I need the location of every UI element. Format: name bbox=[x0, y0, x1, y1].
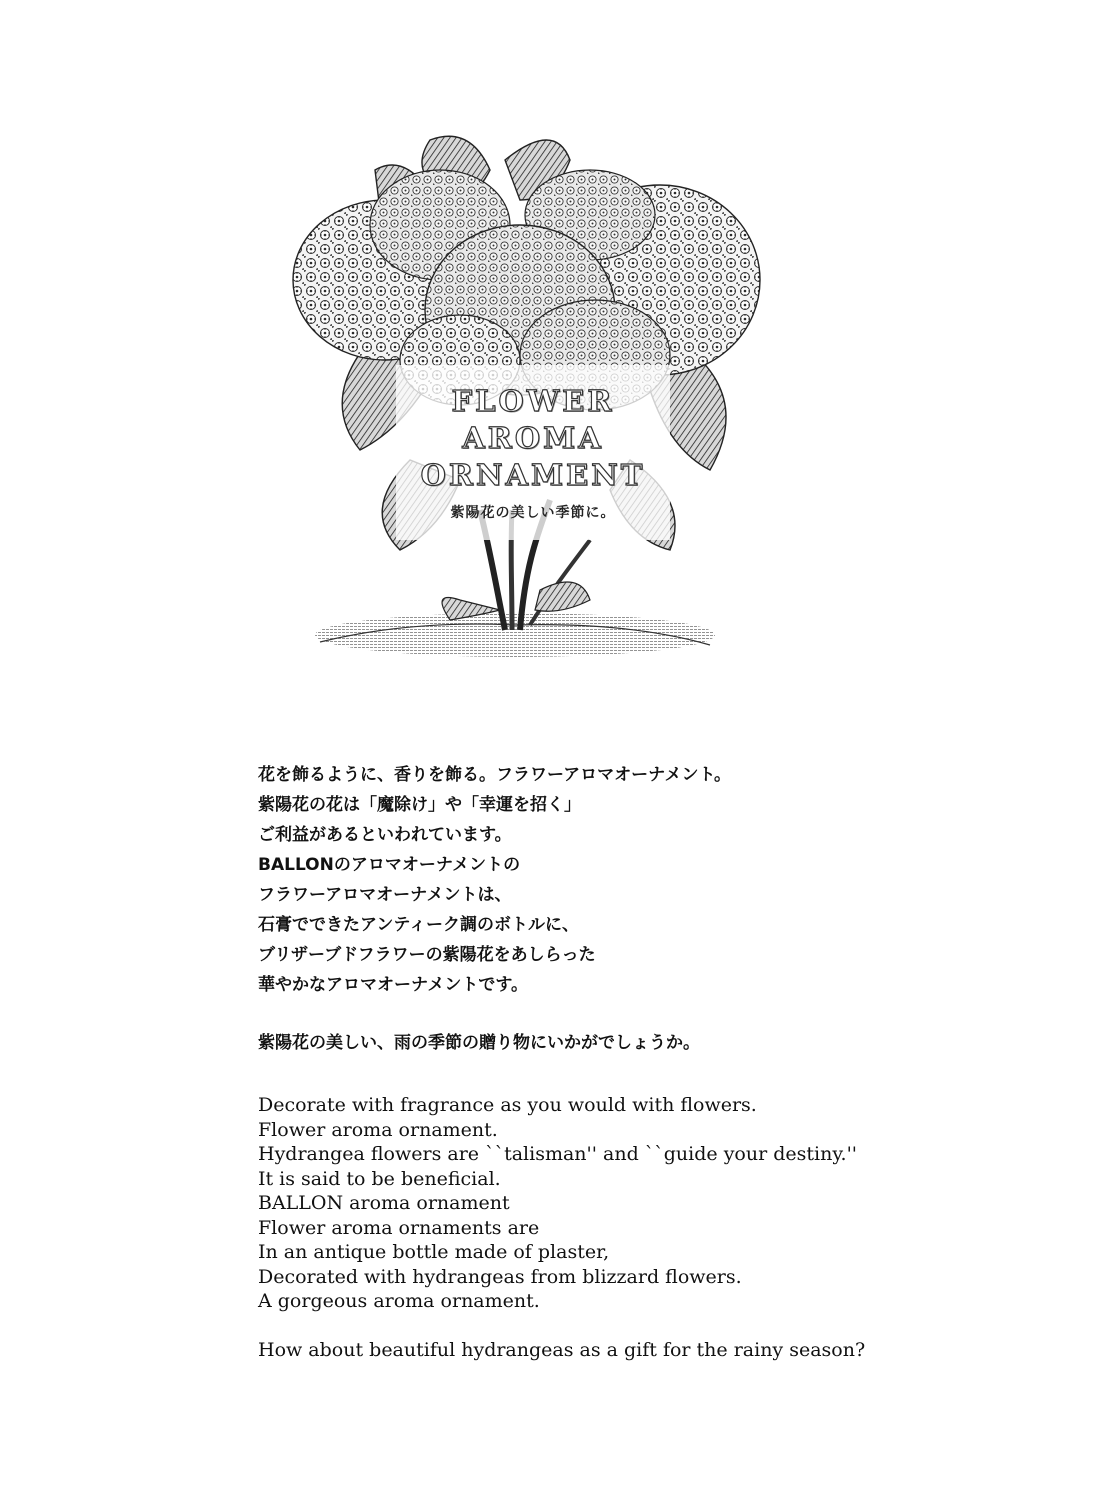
jp-line-3: ご利益があるといわれています。 bbox=[258, 825, 512, 845]
en-line-3: Hydrangea flowers are ``talisman'' and ``guide your destiny.'' bbox=[258, 1143, 858, 1165]
jp-closing-line: 紫陽花の美しい、雨の季節の贈り物にいかがでしょうか。 bbox=[258, 1033, 700, 1053]
jp-line-8: 華やかなアロマオーナメントです。 bbox=[258, 975, 528, 995]
title-line-3: ORNAMENT bbox=[420, 458, 646, 492]
en-line-5: BALLON aroma ornament bbox=[258, 1192, 510, 1214]
jp-line-1: 花を飾るように、香りを飾る。フラワーアロマオーナメント。 bbox=[258, 765, 731, 785]
jp-line-5: フラワーアロマオーナメントは、 bbox=[258, 885, 512, 905]
en-line-2: Flower aroma ornament. bbox=[258, 1118, 498, 1141]
en-line-1: Decorate with fragrance as you would with flowers. bbox=[258, 1094, 757, 1116]
en-line-8: Decorated with hydrangeas from blizzard flowers. bbox=[258, 1265, 742, 1288]
jp-paragraph-gap bbox=[258, 1000, 958, 1028]
hydrangea-illustration bbox=[290, 130, 770, 670]
jp-line-7: ブリザーブドフラワーの紫陽花をあしらった bbox=[258, 945, 596, 965]
en-line-9: A gorgeous aroma ornament. bbox=[258, 1290, 540, 1312]
title-line-1: FLOWER bbox=[451, 384, 615, 418]
jp-line-6: 石膏でできたアンティーク調のボトルに、 bbox=[258, 915, 579, 935]
english-description bbox=[258, 1093, 1018, 1362]
jp-line-2: 紫陽花の花は「魔除け」や「幸運を招く」 bbox=[258, 795, 581, 815]
en-paragraph-gap bbox=[258, 1314, 1018, 1338]
jp-line-4: BALLONのアロマオーナメントの bbox=[258, 855, 521, 875]
en-line-4: It is said to be beneficial. bbox=[258, 1167, 501, 1190]
title-line-2: AROMA bbox=[462, 421, 604, 455]
en-line-7: In an antique bottle made of plaster, bbox=[258, 1241, 610, 1263]
en-line-6: Flower aroma ornaments are bbox=[258, 1216, 540, 1239]
en-closing-line: How about beautiful hydrangeas as a gift for the rainy season? bbox=[258, 1338, 866, 1361]
title-overlay bbox=[396, 365, 670, 540]
japanese-description bbox=[258, 760, 958, 1058]
title-subtitle: 紫陽花の美しい季節に。 bbox=[450, 505, 616, 521]
